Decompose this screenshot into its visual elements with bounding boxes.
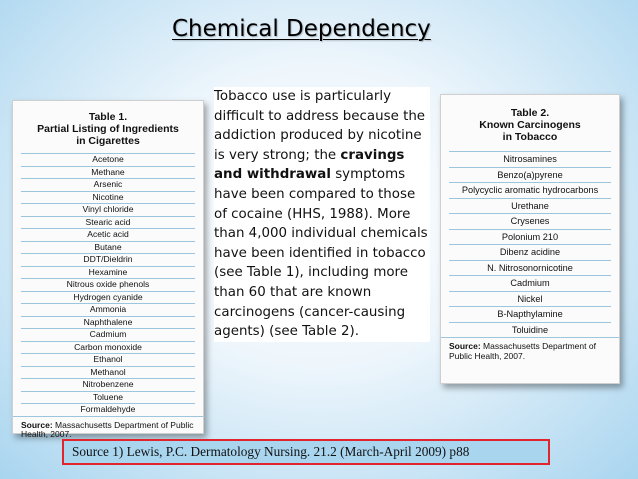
table-1-item: Nitrobenzene — [21, 378, 195, 391]
body-paragraph — [214, 87, 430, 342]
body-text-emphasis: cravings and withdrawal — [214, 147, 405, 183]
table-1-caption-subtitle: in Cigarettes — [76, 135, 140, 148]
table-1-item: Carbon monoxide — [21, 341, 195, 354]
table-2-item: Dibenz acidine — [449, 244, 611, 260]
body-text-part-2: symptoms have been compared to those of cocaine (HHS, 1988). More than 4,000 individual chemicals have been identified in tobacco (see Table 1), including more than 60 that are known carcinogens (cancer-causing agents) (see Table 2). — [214, 167, 428, 340]
table-2-caption — [445, 107, 615, 143]
table-2-item: N. Nitrosonornicotine — [449, 260, 611, 276]
table-2-caption-title: Known Carcinogens — [479, 119, 581, 132]
table-2-item: Urethane — [449, 198, 611, 214]
table-1-item: Acetone — [21, 153, 195, 166]
table-1-item: Methanol — [21, 366, 195, 379]
table-2-item: Nickel — [449, 291, 611, 307]
table-1-item: Stearic acid — [21, 216, 195, 229]
table-2-item: Crysenes — [449, 213, 611, 229]
table-1-caption-number: Table 1. — [88, 111, 128, 123]
table-1-list — [13, 153, 203, 417]
table-1-item: Methane — [21, 166, 195, 179]
table-1-item: Acetic acid — [21, 228, 195, 241]
table-2-item: B-Napthylamine — [449, 306, 611, 322]
table-2-item: Polonium 210 — [449, 229, 611, 245]
table-1-image — [12, 100, 204, 440]
table-1-item: DDT/Dieldrin — [21, 253, 195, 266]
table-1-caption — [17, 111, 199, 147]
table-2-item: Cadmium — [449, 275, 611, 291]
table-1-source — [21, 421, 195, 441]
table-2-caption-number: Table 2. — [510, 107, 550, 119]
table-1-item: Nicotine — [21, 191, 195, 204]
table-1-item: Vinyl chloride — [21, 203, 195, 216]
table-2-item: Benzo(a)pyrene — [449, 167, 611, 183]
table-1-item: Cadmium — [21, 328, 195, 341]
table-2-item: Nitrosamines — [449, 151, 611, 167]
table-2-source-label: Source: — [449, 341, 481, 352]
table-2-source — [449, 342, 611, 362]
table-1-item: Hexamine — [21, 266, 195, 279]
table-1-source-text: Massachusetts Department of Public Health, 2007. — [21, 419, 194, 440]
table-2-caption-subtitle: in Tobacco — [502, 131, 558, 144]
table-1-item: Naphthalene — [21, 316, 195, 329]
table-2-source-text: Massachusetts Department of Public Health, 2007. — [449, 341, 596, 361]
table-1-item: Ethanol — [21, 353, 195, 366]
slide-title: Chemical Dependency — [172, 16, 431, 42]
footer-source-citation: Source 1) Lewis, P.C. Dermatology Nursing. 21.2 (March-April 2009) p88 — [62, 439, 550, 465]
table-1-item: Nitrous oxide phenols — [21, 278, 195, 291]
table-1-source-label: Source: — [21, 419, 53, 430]
table-2-item: Toluidine — [449, 322, 611, 338]
table-1-item: Toluene — [21, 391, 195, 404]
table-1-item: Hydrogen cyanide — [21, 291, 195, 304]
table-1-item: Arsenic — [21, 178, 195, 191]
table-1-item: Ammonia — [21, 303, 195, 316]
table-1-item: Formaldehyde — [21, 403, 195, 416]
body-text-part-1: Tobacco use is particularly difficult to address because the addiction produced by nicotine is very strong; the — [214, 89, 426, 163]
table-2-item: Polycyclic aromatic hydrocarbons — [449, 182, 611, 198]
table-1-item: Butane — [21, 241, 195, 254]
table-2-image — [440, 94, 620, 384]
table-1-caption-title: Partial Listing of Ingredients — [37, 123, 179, 136]
table-2-list — [441, 151, 619, 338]
